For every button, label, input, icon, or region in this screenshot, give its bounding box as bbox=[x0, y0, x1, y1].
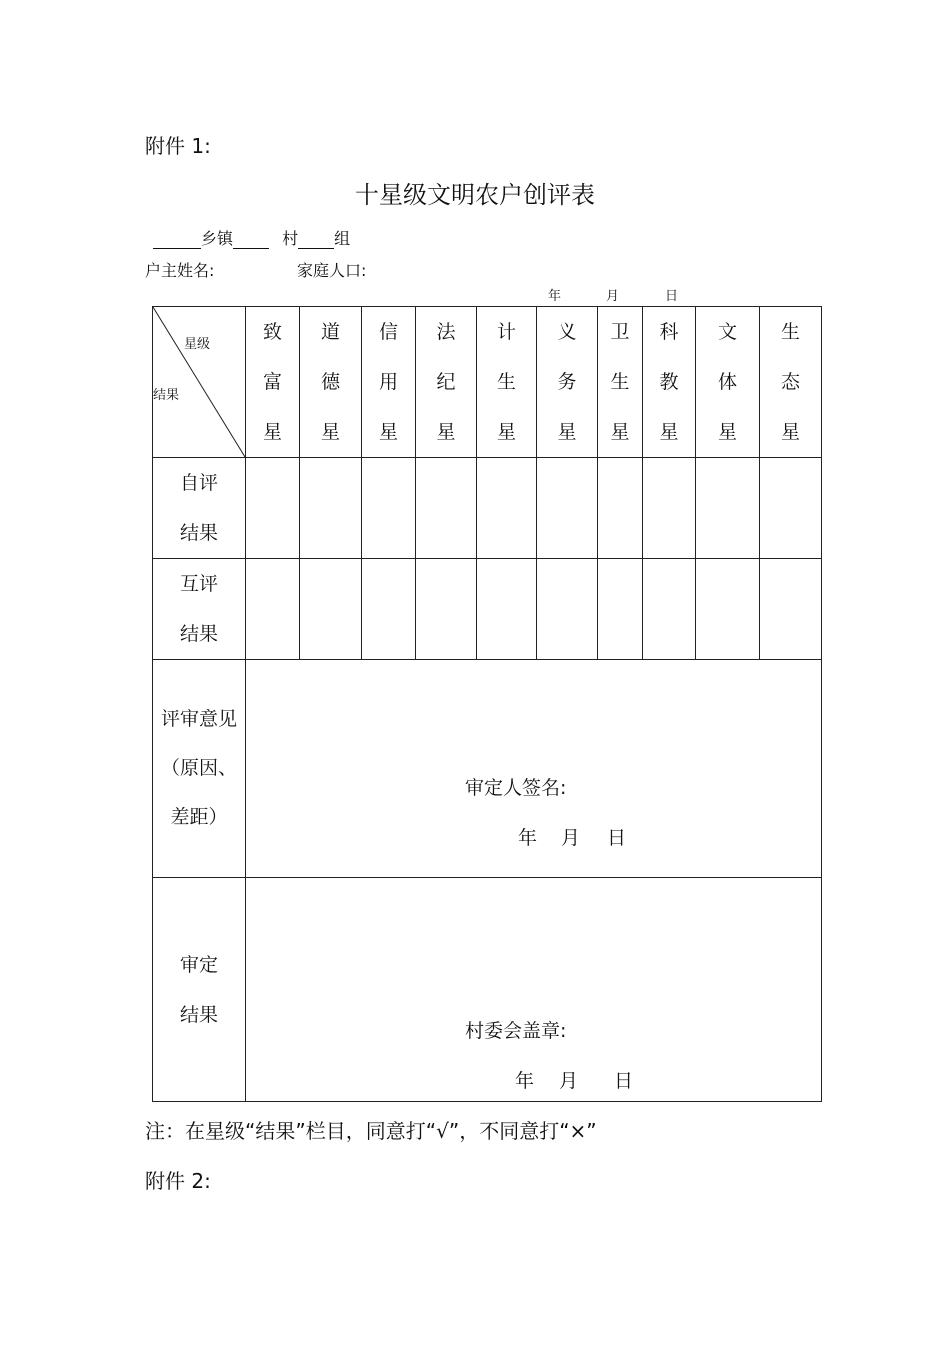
date-day: 日 bbox=[665, 289, 679, 304]
peer-eval-cell[interactable] bbox=[416, 559, 477, 660]
peer-eval-row bbox=[153, 559, 822, 660]
date-year: 年 bbox=[548, 289, 562, 304]
self-eval-cell[interactable] bbox=[760, 458, 822, 559]
committee-seal-label: 村委会盖章: bbox=[465, 1020, 567, 1042]
review-date-month: 月 bbox=[561, 827, 581, 849]
reviewer-signature-label: 审定人签名: bbox=[465, 777, 567, 799]
col-header-daode: 道 德 星 bbox=[300, 307, 362, 458]
self-eval-cell[interactable] bbox=[246, 458, 300, 559]
review-opinion-label: 评审意见 （原因、 差距） bbox=[153, 660, 246, 878]
review-opinion-field[interactable] bbox=[246, 660, 822, 878]
col-header-shengtai: 生 态 星 bbox=[760, 307, 822, 458]
self-eval-cell[interactable] bbox=[598, 458, 643, 559]
group-blank[interactable] bbox=[298, 230, 334, 249]
peer-eval-cell[interactable] bbox=[598, 559, 643, 660]
col-header-zhifu: 致 富 星 bbox=[246, 307, 300, 458]
self-eval-cell[interactable] bbox=[300, 458, 362, 559]
col-header-kejiao: 科 教 星 bbox=[643, 307, 696, 458]
review-date-year: 年 bbox=[518, 827, 538, 849]
col-header-weisheng: 卫 生 星 bbox=[598, 307, 643, 458]
peer-eval-cell[interactable] bbox=[362, 559, 416, 660]
self-eval-cell[interactable] bbox=[696, 458, 760, 559]
self-eval-cell[interactable] bbox=[537, 458, 598, 559]
col-header-faji: 法 纪 星 bbox=[416, 307, 477, 458]
peer-eval-cell[interactable] bbox=[300, 559, 362, 660]
evaluation-table bbox=[152, 306, 822, 1102]
self-eval-cell[interactable] bbox=[477, 458, 537, 559]
form-title: 十星级文明农户创评表 bbox=[355, 181, 595, 209]
township-label: 乡镇 bbox=[201, 229, 234, 248]
village-blank[interactable] bbox=[233, 230, 269, 249]
corner-star-level: 星级 bbox=[183, 337, 210, 352]
peer-eval-cell[interactable] bbox=[537, 559, 598, 660]
final-result-row bbox=[153, 878, 822, 1102]
corner-cell bbox=[153, 307, 246, 458]
group-label: 组 bbox=[334, 229, 351, 248]
col-header-wenti: 文 体 星 bbox=[696, 307, 760, 458]
peer-eval-label: 互评 结果 bbox=[153, 559, 246, 660]
final-result-label: 审定 结果 bbox=[153, 878, 246, 1102]
self-eval-cell[interactable] bbox=[416, 458, 477, 559]
peer-eval-cell[interactable] bbox=[696, 559, 760, 660]
final-result-field[interactable] bbox=[246, 878, 822, 1102]
review-opinion-row bbox=[153, 660, 822, 878]
header-row bbox=[153, 307, 822, 458]
final-date-year: 年 bbox=[515, 1070, 535, 1092]
col-header-xinyong: 信 用 星 bbox=[362, 307, 416, 458]
township-blank[interactable] bbox=[153, 230, 201, 249]
peer-eval-cell[interactable] bbox=[760, 559, 822, 660]
attachment-2-label: 附件 2: bbox=[145, 1169, 211, 1193]
diagonal-line bbox=[153, 307, 245, 457]
household-head-label: 户主姓名: bbox=[145, 261, 215, 280]
self-eval-label: 自评 结果 bbox=[153, 458, 246, 559]
family-size-label: 家庭人口: bbox=[297, 261, 367, 280]
col-header-jisheng: 计 生 星 bbox=[477, 307, 537, 458]
village-label: 村 bbox=[282, 229, 299, 248]
final-date-day: 日 bbox=[614, 1070, 634, 1092]
corner-result: 结果 bbox=[153, 388, 180, 403]
date-month: 月 bbox=[606, 289, 620, 304]
col-header-yiwu: 义 务 星 bbox=[537, 307, 598, 458]
peer-eval-cell[interactable] bbox=[643, 559, 696, 660]
self-eval-row bbox=[153, 458, 822, 559]
location-line bbox=[153, 226, 350, 249]
footnote: 注：在星级“结果”栏目，同意打“√”，不同意打“×” bbox=[145, 1119, 597, 1143]
final-date-month: 月 bbox=[559, 1070, 579, 1092]
self-eval-cell[interactable] bbox=[643, 458, 696, 559]
peer-eval-cell[interactable] bbox=[246, 559, 300, 660]
review-date-day: 日 bbox=[607, 827, 627, 849]
attachment-1-label: 附件 1: bbox=[145, 134, 211, 158]
peer-eval-cell[interactable] bbox=[477, 559, 537, 660]
self-eval-cell[interactable] bbox=[362, 458, 416, 559]
